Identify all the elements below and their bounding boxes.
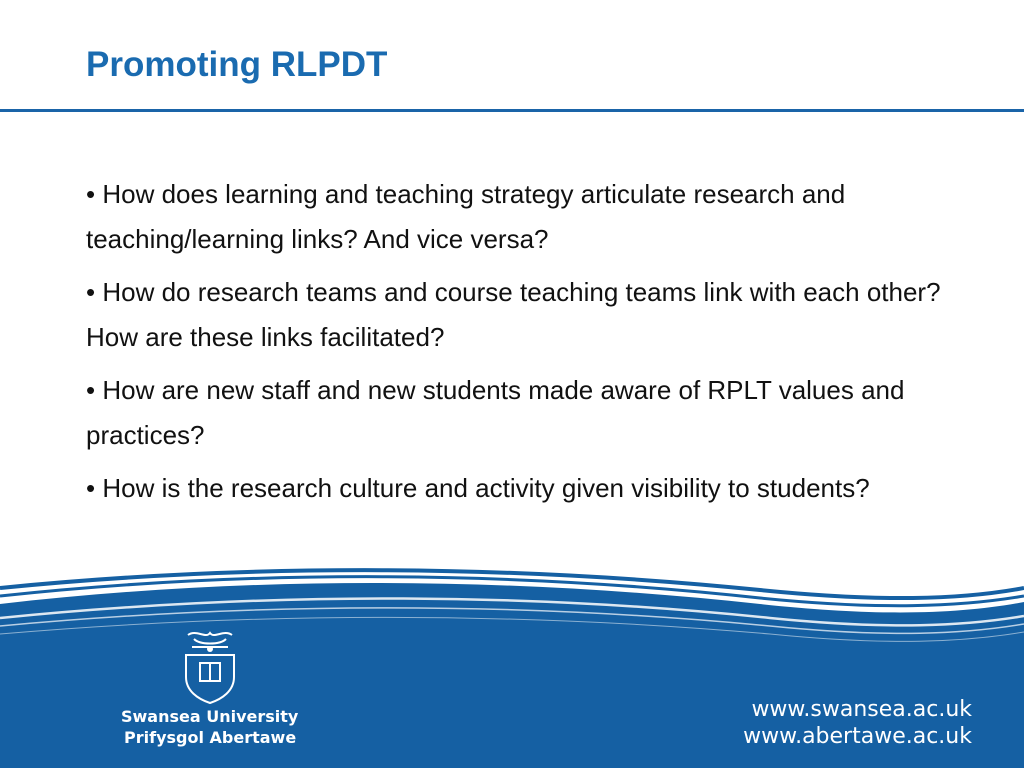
university-name-welsh: Prifysgol Abertawe [124,728,297,747]
university-crest-icon [176,625,244,705]
bullet-item: • How do research teams and course teaching teams link with each other? How are these links facilitated? [86,277,941,352]
bullet-item: • How is the research culture and activity given visibility to students? [86,473,870,503]
bullet-list [86,172,966,519]
bullet-item: • How does learning and teaching strategy articulate research and teaching/learning links? And vice versa? [86,179,846,254]
website-link-welsh[interactable]: www.abertawe.ac.uk [743,724,972,749]
title-divider [0,109,1024,112]
slide-title: Promoting RLPDT [86,45,388,84]
website-link-english[interactable]: www.swansea.ac.uk [751,697,972,722]
bullet-item: • How are new staff and new students made aware of RPLT values and practices? [86,375,905,450]
university-name: Swansea University [121,707,299,726]
